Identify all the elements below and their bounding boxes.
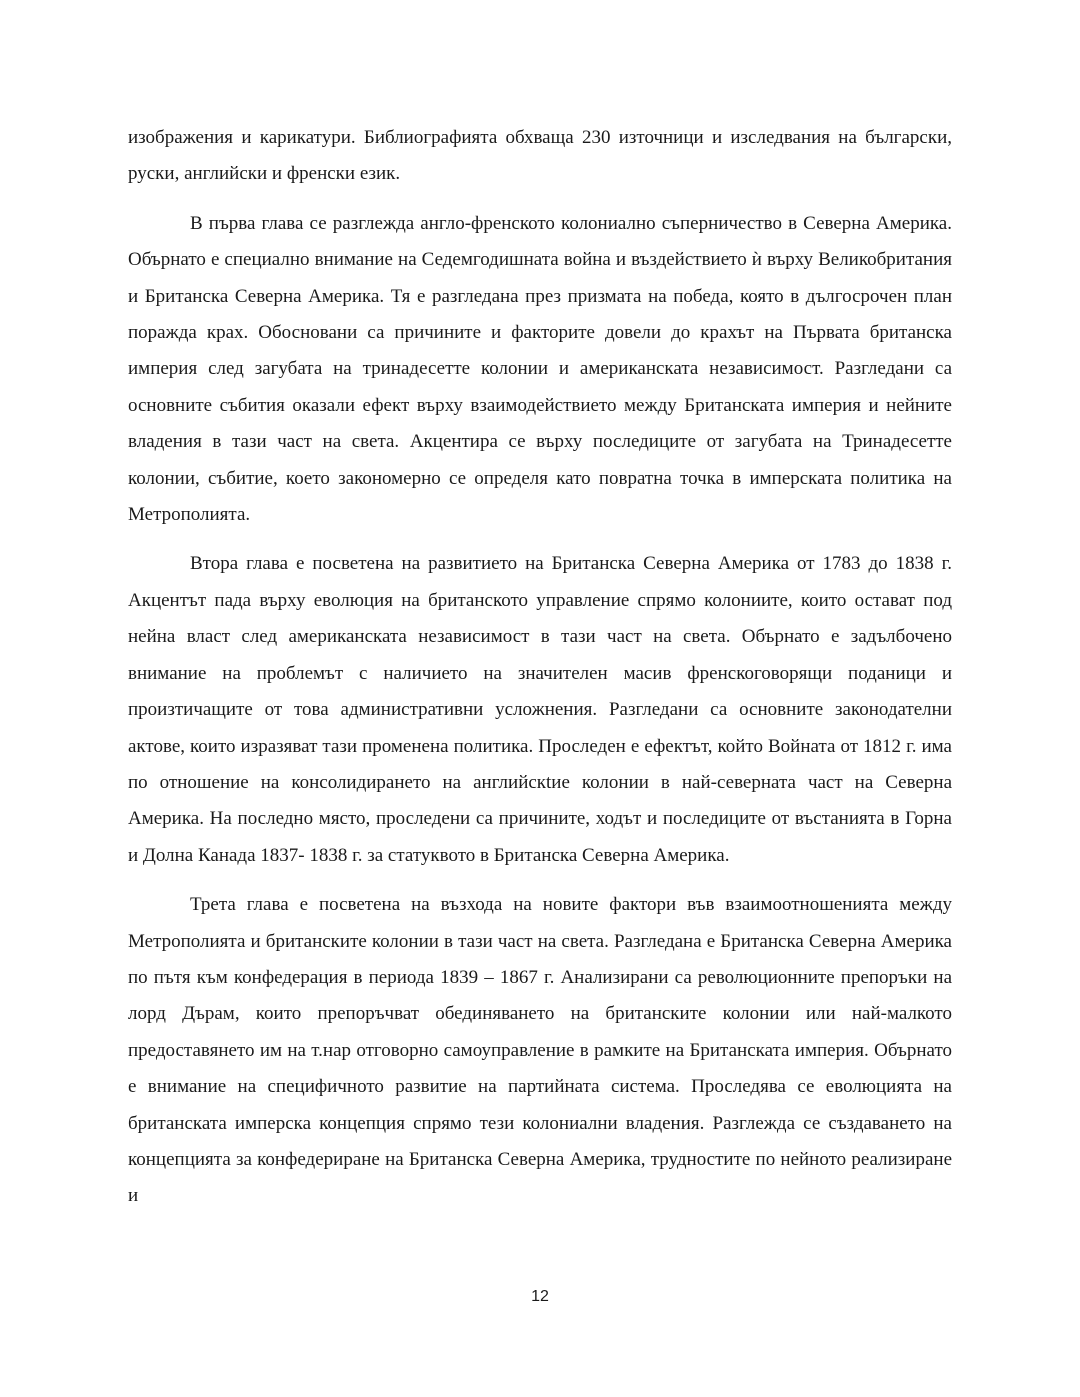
page-number: 12 [531, 1288, 549, 1305]
paragraph-chapter-one: В първа глава се разглежда англо-френското колониално съперничество в Северна Америка. Обърнато е специално внимание на Седемгодишната война и въздействието ѝ върху Великобритания и Британска Северна Америка. Тя е разгледана през призмата на победа, която в дългосрочен план поражда крах. Обосновани са причините и факторите довели до крахът на Първата британска империя след загубата на тринадесетте колонии и американската независимост. Разгледани са основните събития оказали ефект върху взаимодействието между Британската империя и нейните владения в тази част на света. Акцентира се върху последиците от загубата на Тринадесетте колонии, събитие, което закономерно се определя като повратна точка в имперската политика на Метрополията. [128, 212, 952, 526]
paragraph-continuation: изображения и карикатури. Библиографията обхваща 230 източници и изследвания на български, руски, английски и френски език. [128, 127, 952, 185]
paragraph-chapter-two: Втора глава е посветена на развитието на Британска Северна Америка от 1783 до 1838 г. Акцентът пада върху еволюция на британското управление спрямо колониите, които остават под нейна власт след американската независимост в тази част на света. Обърнато е задълбочено внимание на проблемът с наличието на значителен масив френскоговорящи поданици и произтичащите от това административни усложнения. Разгледани са основните законодателни актове, които изразяват тази променена политика. Проследен е ефектът, който Войната от 1812 г. има по отношение на консолидирането на английскtие колонии в най-северната част на Северна Америка. На последно място, проследени са причините, ходът и последиците от въстанията в Горна и Долна Канада 1837- 1838 г. за статуквото в Британска Северна Америка. [128, 553, 952, 866]
paragraph-chapter-three: Трета глава е посветена на възхода на новите фактори във взаимоотношенията между Метрополията и британските колонии в тази част на света. Разгледана е Британска Северна Америка по пътя към конфедерация в периода 1839 – 1867 г. Анализирани са революционните препоръки на лорд Дърам, които препоръчват обединяването на британските колонии или най-малкото предоставянето им на т.нар отговорно самоуправление в рамките на Британската империя. Обърнато е внимание на специфичното развитие на партийната система. Проследява се еволюцията на британската имперска концепция спрямо тези колониални владения. Разглежда се създаването на концепцията за конфедериране на Британска Северна Америка, трудностите по нейното реализиране и [128, 894, 952, 1207]
document-body [128, 120, 952, 1228]
